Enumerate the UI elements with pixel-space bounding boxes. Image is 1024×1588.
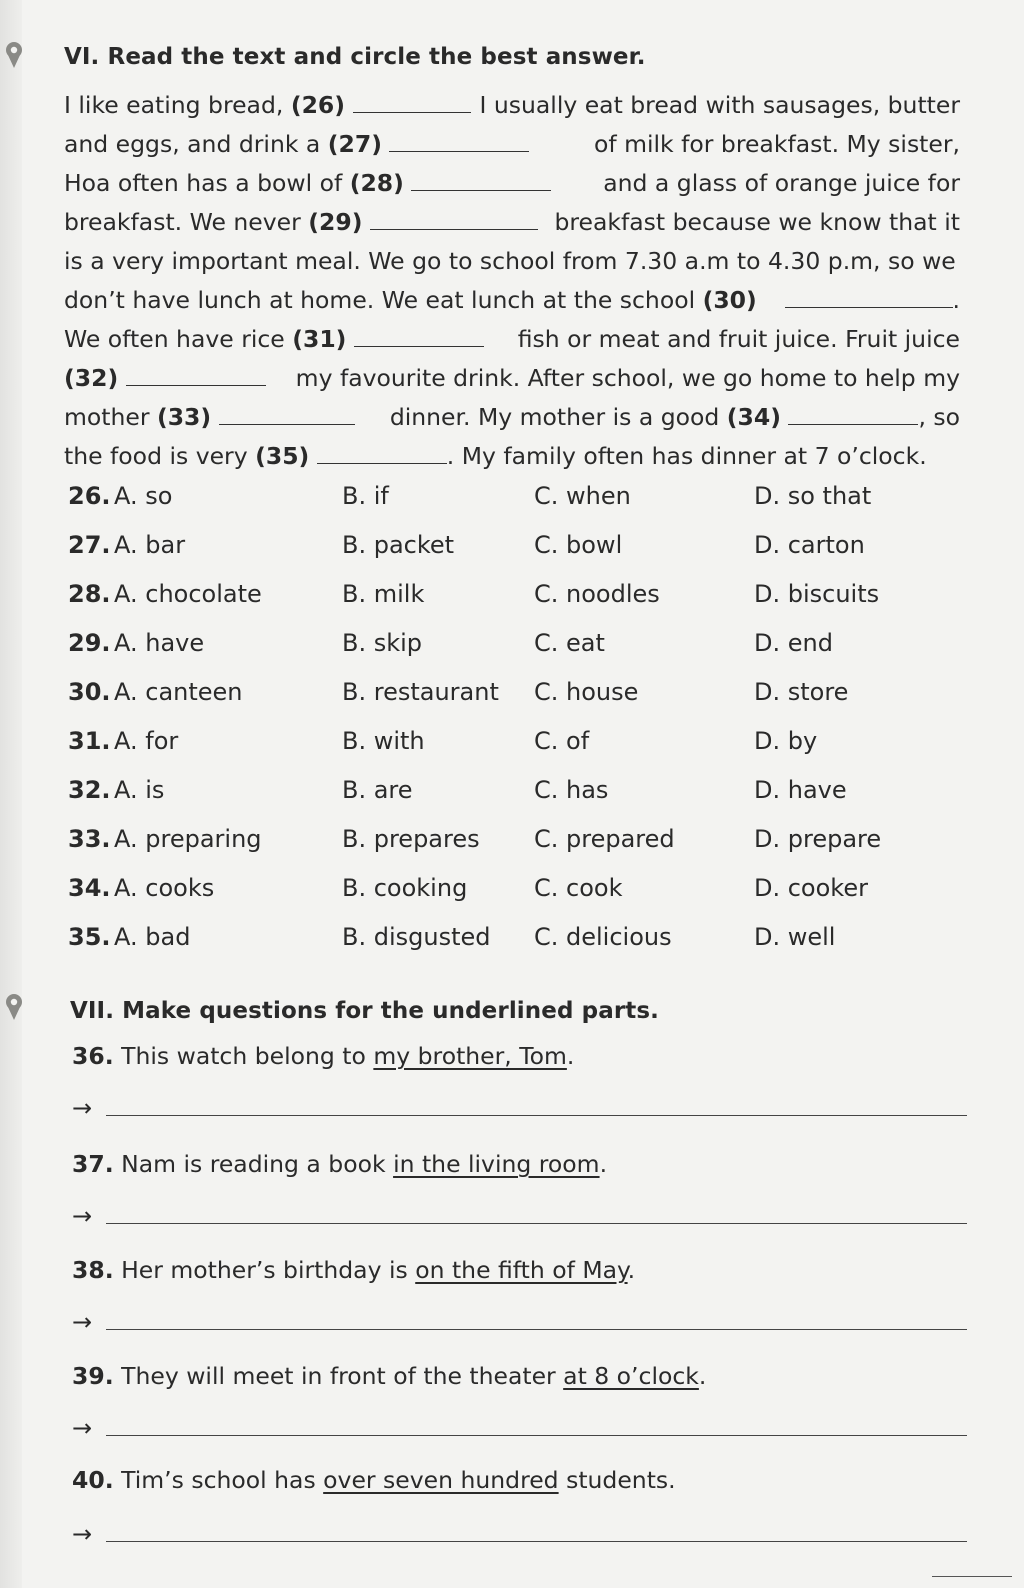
option-a[interactable]: A. is xyxy=(114,776,165,804)
answer-line[interactable] xyxy=(72,1520,967,1550)
answer-blank[interactable] xyxy=(389,127,529,152)
question-38: 38. Her mother’s birthday is on the fifth of May. xyxy=(72,1256,636,1284)
passage-line: Hoa often has a bowl of (28) and a glass of orange juice for xyxy=(64,164,960,203)
answer-line[interactable] xyxy=(72,1308,967,1338)
question-36: 36. This watch belong to my brother, Tom. xyxy=(72,1042,575,1070)
question-row: 27. A. bar B. packet C. bowl D. carton xyxy=(68,531,865,559)
option-d[interactable]: D. prepare xyxy=(754,825,882,853)
option-a[interactable]: A. preparing xyxy=(114,825,262,853)
passage-line: is a very important meal. We go to school from 7.30 a.m to 4.30 p.m, so we xyxy=(64,247,956,275)
option-a[interactable]: A. bar xyxy=(114,531,186,559)
section-6-heading: VI. Read the text and circle the best answer. xyxy=(64,44,646,70)
option-c[interactable]: C. bowl xyxy=(534,531,623,559)
answer-blank[interactable] xyxy=(785,283,953,308)
question-row: 26. A. so B. if C. when D. so that xyxy=(68,482,872,510)
arrow-icon: → xyxy=(72,1414,93,1442)
answer-line[interactable] xyxy=(72,1202,967,1232)
section-7-heading: VII. Make questions for the underlined parts. xyxy=(70,998,659,1024)
option-a[interactable]: A. have xyxy=(114,629,205,657)
question-row: 31. A. for B. with C. of D. by xyxy=(68,727,818,755)
option-d[interactable]: D. by xyxy=(754,727,818,755)
option-b[interactable]: B. prepares xyxy=(342,825,480,853)
option-d[interactable]: D. end xyxy=(754,629,833,657)
answer-line[interactable] xyxy=(72,1094,967,1124)
option-c[interactable]: C. eat xyxy=(534,629,605,657)
passage-line: don’t have lunch at home. We eat lunch at the school (30) . xyxy=(64,281,960,320)
option-b[interactable]: B. milk xyxy=(342,580,425,608)
location-pin-icon xyxy=(3,992,25,1022)
option-c[interactable]: C. noodles xyxy=(534,580,660,608)
answer-blank[interactable] xyxy=(370,205,538,230)
arrow-icon: → xyxy=(72,1094,93,1122)
question-row: 28. A. chocolate B. milk C. noodles D. biscuits xyxy=(68,580,880,608)
passage-line: (32) my favourite drink. After school, we go home to help my xyxy=(64,359,960,398)
option-a[interactable]: A. chocolate xyxy=(114,580,262,608)
option-a[interactable]: A. so xyxy=(114,482,173,510)
passage-line: the food is very (35) . My family often has dinner at 7 o’clock. xyxy=(64,437,960,476)
question-row: 30. A. canteen B. restaurant C. house D. store xyxy=(68,678,849,706)
option-b[interactable]: B. are xyxy=(342,776,413,804)
option-c[interactable]: C. prepared xyxy=(534,825,675,853)
option-a[interactable]: A. canteen xyxy=(114,678,243,706)
question-row: 35. A. bad B. disgusted C. delicious D. well xyxy=(68,923,836,951)
reading-passage xyxy=(64,86,960,476)
passage-line: breakfast. We never (29) breakfast because we know that it xyxy=(64,203,960,242)
arrow-icon: → xyxy=(72,1308,93,1336)
option-c[interactable]: C. when xyxy=(534,482,631,510)
option-d[interactable]: D. well xyxy=(754,923,836,951)
option-d[interactable]: D. so that xyxy=(754,482,872,510)
option-a[interactable]: A. bad xyxy=(114,923,191,951)
option-d[interactable]: D. carton xyxy=(754,531,865,559)
page-footer-rule xyxy=(932,1576,1012,1577)
question-row: 29. A. have B. skip C. eat D. end xyxy=(68,629,833,657)
option-b[interactable]: B. packet xyxy=(342,531,455,559)
answer-blank[interactable] xyxy=(126,361,266,386)
question-40: 40. Tim’s school has over seven hundred students. xyxy=(72,1466,676,1494)
question-row: 33. A. preparing B. prepares C. prepared D. prepare xyxy=(68,825,882,853)
option-c[interactable]: C. cook xyxy=(534,874,623,902)
answer-blank[interactable] xyxy=(354,322,484,347)
option-b[interactable]: B. disgusted xyxy=(342,923,491,951)
answer-blank[interactable] xyxy=(353,88,471,113)
question-row: 34. A. cooks B. cooking C. cook D. cooker xyxy=(68,874,868,902)
option-d[interactable]: D. store xyxy=(754,678,849,706)
option-c[interactable]: C. delicious xyxy=(534,923,672,951)
option-d[interactable]: D. cooker xyxy=(754,874,868,902)
passage-line: and eggs, and drink a (27) of milk for breakfast. My sister, xyxy=(64,125,960,164)
answer-blank[interactable] xyxy=(411,166,551,191)
option-c[interactable]: C. of xyxy=(534,727,590,755)
answer-blank[interactable] xyxy=(219,400,355,425)
option-c[interactable]: C. has xyxy=(534,776,609,804)
option-b[interactable]: B. with xyxy=(342,727,425,755)
question-39: 39. They will meet in front of the theater at 8 o’clock. xyxy=(72,1362,707,1390)
option-b[interactable]: B. if xyxy=(342,482,389,510)
question-row: 32. A. is B. are C. has D. have xyxy=(68,776,847,804)
question-37: 37. Nam is reading a book in the living room. xyxy=(72,1150,608,1178)
passage-line: I like eating bread, (26) I usually eat bread with sausages, butter xyxy=(64,86,960,125)
option-d[interactable]: D. have xyxy=(754,776,847,804)
arrow-icon: → xyxy=(72,1520,93,1548)
location-pin-icon xyxy=(3,40,25,70)
arrow-icon: → xyxy=(72,1202,93,1230)
answer-blank[interactable] xyxy=(317,439,447,464)
passage-line: mother (33) dinner. My mother is a good (34) , so xyxy=(64,398,960,437)
passage-line: We often have rice (31) fish or meat and fruit juice. Fruit juice xyxy=(64,320,960,359)
option-a[interactable]: A. for xyxy=(114,727,179,755)
answer-blank[interactable] xyxy=(788,400,918,425)
option-b[interactable]: B. restaurant xyxy=(342,678,499,706)
option-b[interactable]: B. skip xyxy=(342,629,423,657)
option-a[interactable]: A. cooks xyxy=(114,874,215,902)
option-b[interactable]: B. cooking xyxy=(342,874,468,902)
option-c[interactable]: C. house xyxy=(534,678,639,706)
option-d[interactable]: D. biscuits xyxy=(754,580,880,608)
answer-line[interactable] xyxy=(72,1414,967,1444)
